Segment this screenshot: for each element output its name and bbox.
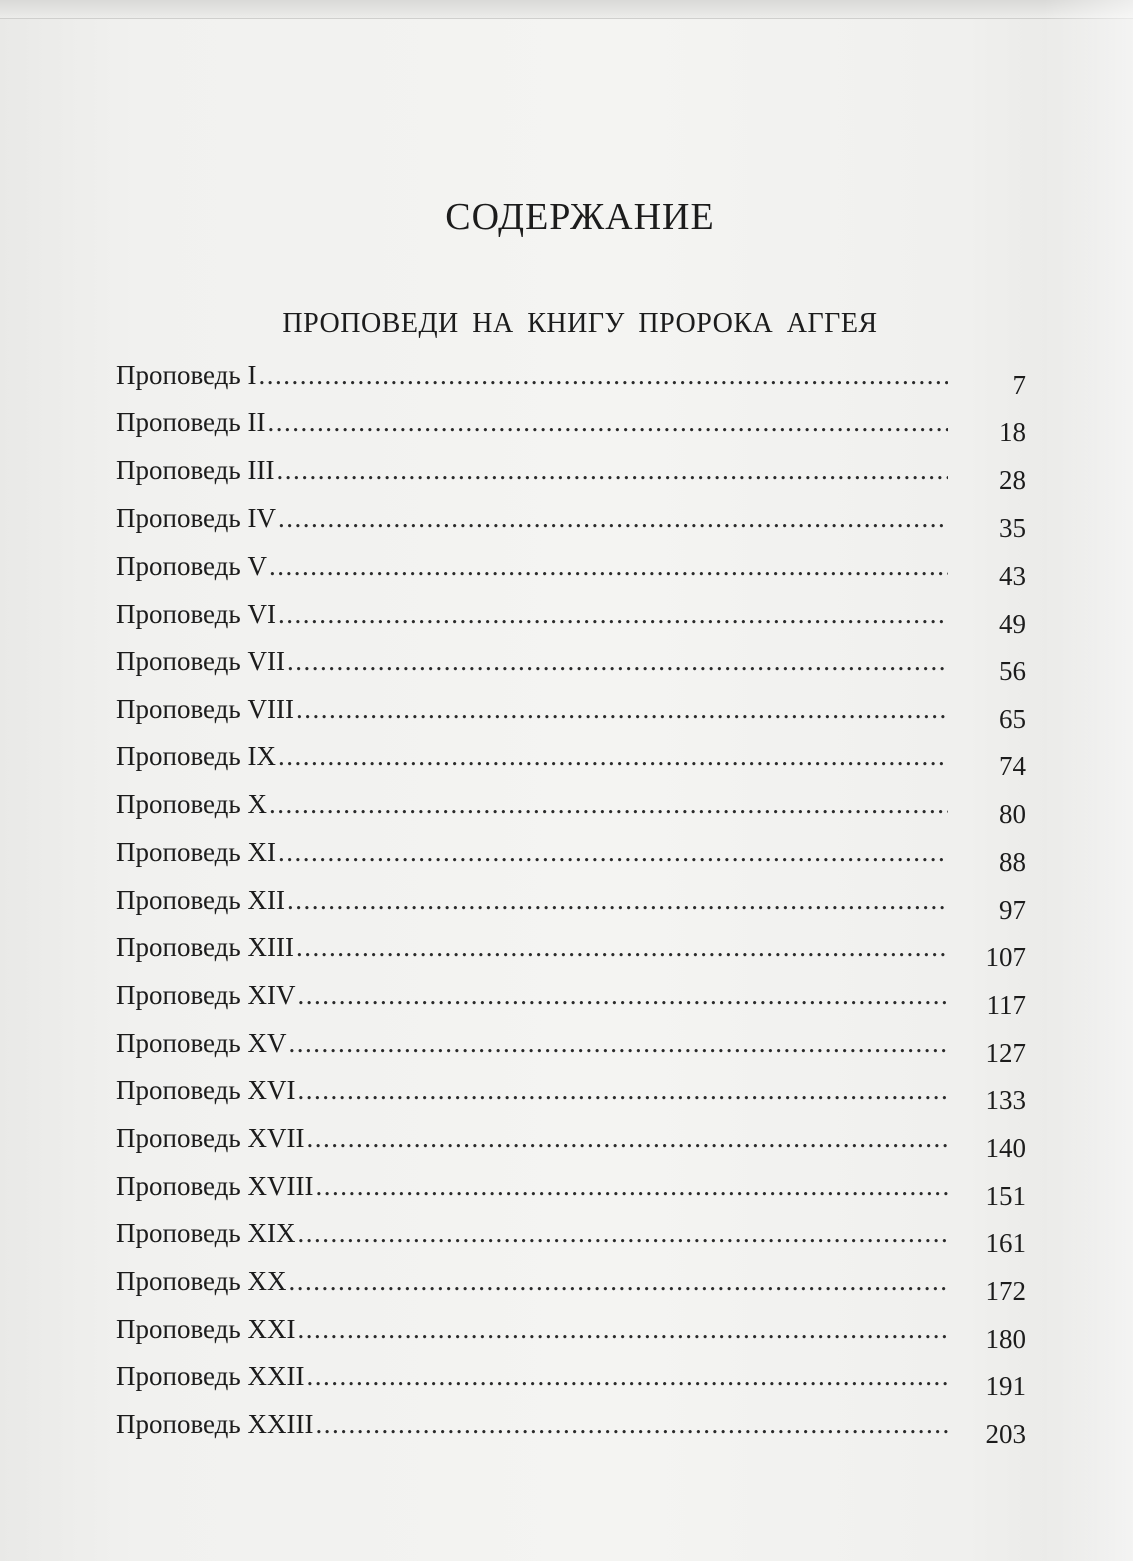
toc-entry[interactable] [116,1171,1026,1211]
toc-entry[interactable] [116,980,1026,1020]
toc-entry-page: 140 [985,1133,1026,1163]
toc-entry-page: 133 [985,1085,1026,1115]
toc-entry-label: Проповедь III [116,455,275,485]
toc-entry-label: Проповедь XXII [116,1361,305,1391]
toc-entry-label: Проповедь X [116,789,267,819]
toc-entry-label: Проповедь XVI [116,1075,296,1105]
dot-leader [306,1123,948,1154]
dot-leader [278,741,948,772]
dot-leader [297,1218,948,1249]
dot-leader [297,1314,948,1345]
toc-entry-label: Проповедь XIX [116,1218,296,1248]
toc-entry-page: 97 [999,895,1026,925]
dot-leader [278,503,948,534]
toc-entry-label: Проповедь XVII [116,1123,305,1153]
toc-entry-label: Проповедь XIV [116,980,296,1010]
dot-leader [288,1266,948,1297]
toc-entry-page: 65 [999,704,1026,734]
toc-entry[interactable] [116,1314,1026,1354]
toc-entry[interactable] [116,932,1026,972]
toc-entry-label: Проповедь V [116,551,267,581]
section-heading: ПРОПОВЕДИ НА КНИГУ ПРОРОКА АГГЕЯ [282,308,878,339]
toc-entry-page: 161 [985,1228,1026,1258]
toc-entry-label: Проповедь XV [116,1028,287,1058]
dot-leader [315,1409,948,1440]
toc-entry-label: Проповедь XI [116,837,276,867]
toc-entry[interactable] [116,503,1026,543]
toc-entry[interactable] [116,694,1026,734]
toc-entry-label: Проповедь II [116,407,266,437]
toc-entry-page: 80 [999,799,1026,829]
toc-entry-label: Проповедь XII [116,885,285,915]
toc-entry-page: 117 [986,990,1026,1020]
toc-entry[interactable] [116,1028,1026,1068]
toc-entry-label: Проповедь XX [116,1266,287,1296]
toc-entry-label: Проповедь XVIII [116,1171,314,1201]
toc-entry[interactable] [116,455,1026,495]
toc-entry-label: Проповедь I [116,360,257,390]
toc-entry-page: 151 [985,1181,1026,1211]
toc-entry-label: Проповедь VIII [116,694,294,724]
dot-leader [269,789,948,820]
toc-entry[interactable] [116,1075,1026,1115]
toc-entry[interactable] [116,1361,1026,1401]
toc-entry[interactable] [116,360,1026,400]
dot-leader [288,1028,948,1059]
toc-entry-label: Проповедь XXI [116,1314,296,1344]
toc-entry-label: Проповедь IV [116,503,276,533]
toc-entry-page: 28 [999,465,1026,495]
dot-leader [287,646,948,677]
dot-leader [258,360,948,391]
toc-entry[interactable] [116,1409,1026,1449]
dot-leader [278,837,948,868]
toc-entry-page: 107 [985,942,1026,972]
dot-leader [306,1361,948,1392]
toc-entry[interactable] [116,837,1026,877]
dot-leader [278,599,948,630]
toc-entry-page: 127 [985,1038,1026,1068]
page-title: СОДЕРЖАНИЕ [445,196,715,239]
toc-entry-label: Проповедь XXIII [116,1409,314,1439]
toc-entry[interactable] [116,885,1026,925]
dot-leader [297,980,948,1011]
toc-entry-page: 203 [985,1419,1026,1449]
toc-entry[interactable] [116,741,1026,781]
dot-leader [276,455,948,486]
toc-entry-page: 35 [999,513,1026,543]
toc-entry[interactable] [116,789,1026,829]
toc-entry-page: 56 [999,656,1026,686]
toc-entry-label: Проповедь VI [116,599,276,629]
dot-leader [267,407,948,438]
toc-entry-label: Проповедь IX [116,741,276,771]
toc-entry-page: 191 [985,1371,1026,1401]
toc-entry-page: 74 [999,751,1026,781]
dot-leader [269,551,948,582]
toc-entry[interactable] [116,1218,1026,1258]
toc-entry-page: 18 [999,417,1026,447]
toc-entry-page: 180 [985,1324,1026,1354]
toc-entry[interactable] [116,551,1026,591]
toc-entry-page: 43 [999,561,1026,591]
toc-entry-label: Проповедь VII [116,646,285,676]
page-top-edge [0,0,1133,19]
dot-leader [296,694,948,725]
toc-entry[interactable] [116,1266,1026,1306]
dot-leader [296,932,948,963]
toc-entry-page: 172 [985,1276,1026,1306]
toc-entry-page: 49 [999,609,1026,639]
dot-leader [297,1075,948,1106]
toc-entry[interactable] [116,599,1026,639]
toc-entry[interactable] [116,1123,1026,1163]
toc-entry-page: 88 [999,847,1026,877]
toc-entry-page: 7 [1012,370,1026,400]
dot-leader [315,1171,948,1202]
toc-entry[interactable] [116,646,1026,686]
dot-leader [287,885,948,916]
toc-entry-label: Проповедь XIII [116,932,294,962]
toc-entry[interactable] [116,407,1026,447]
